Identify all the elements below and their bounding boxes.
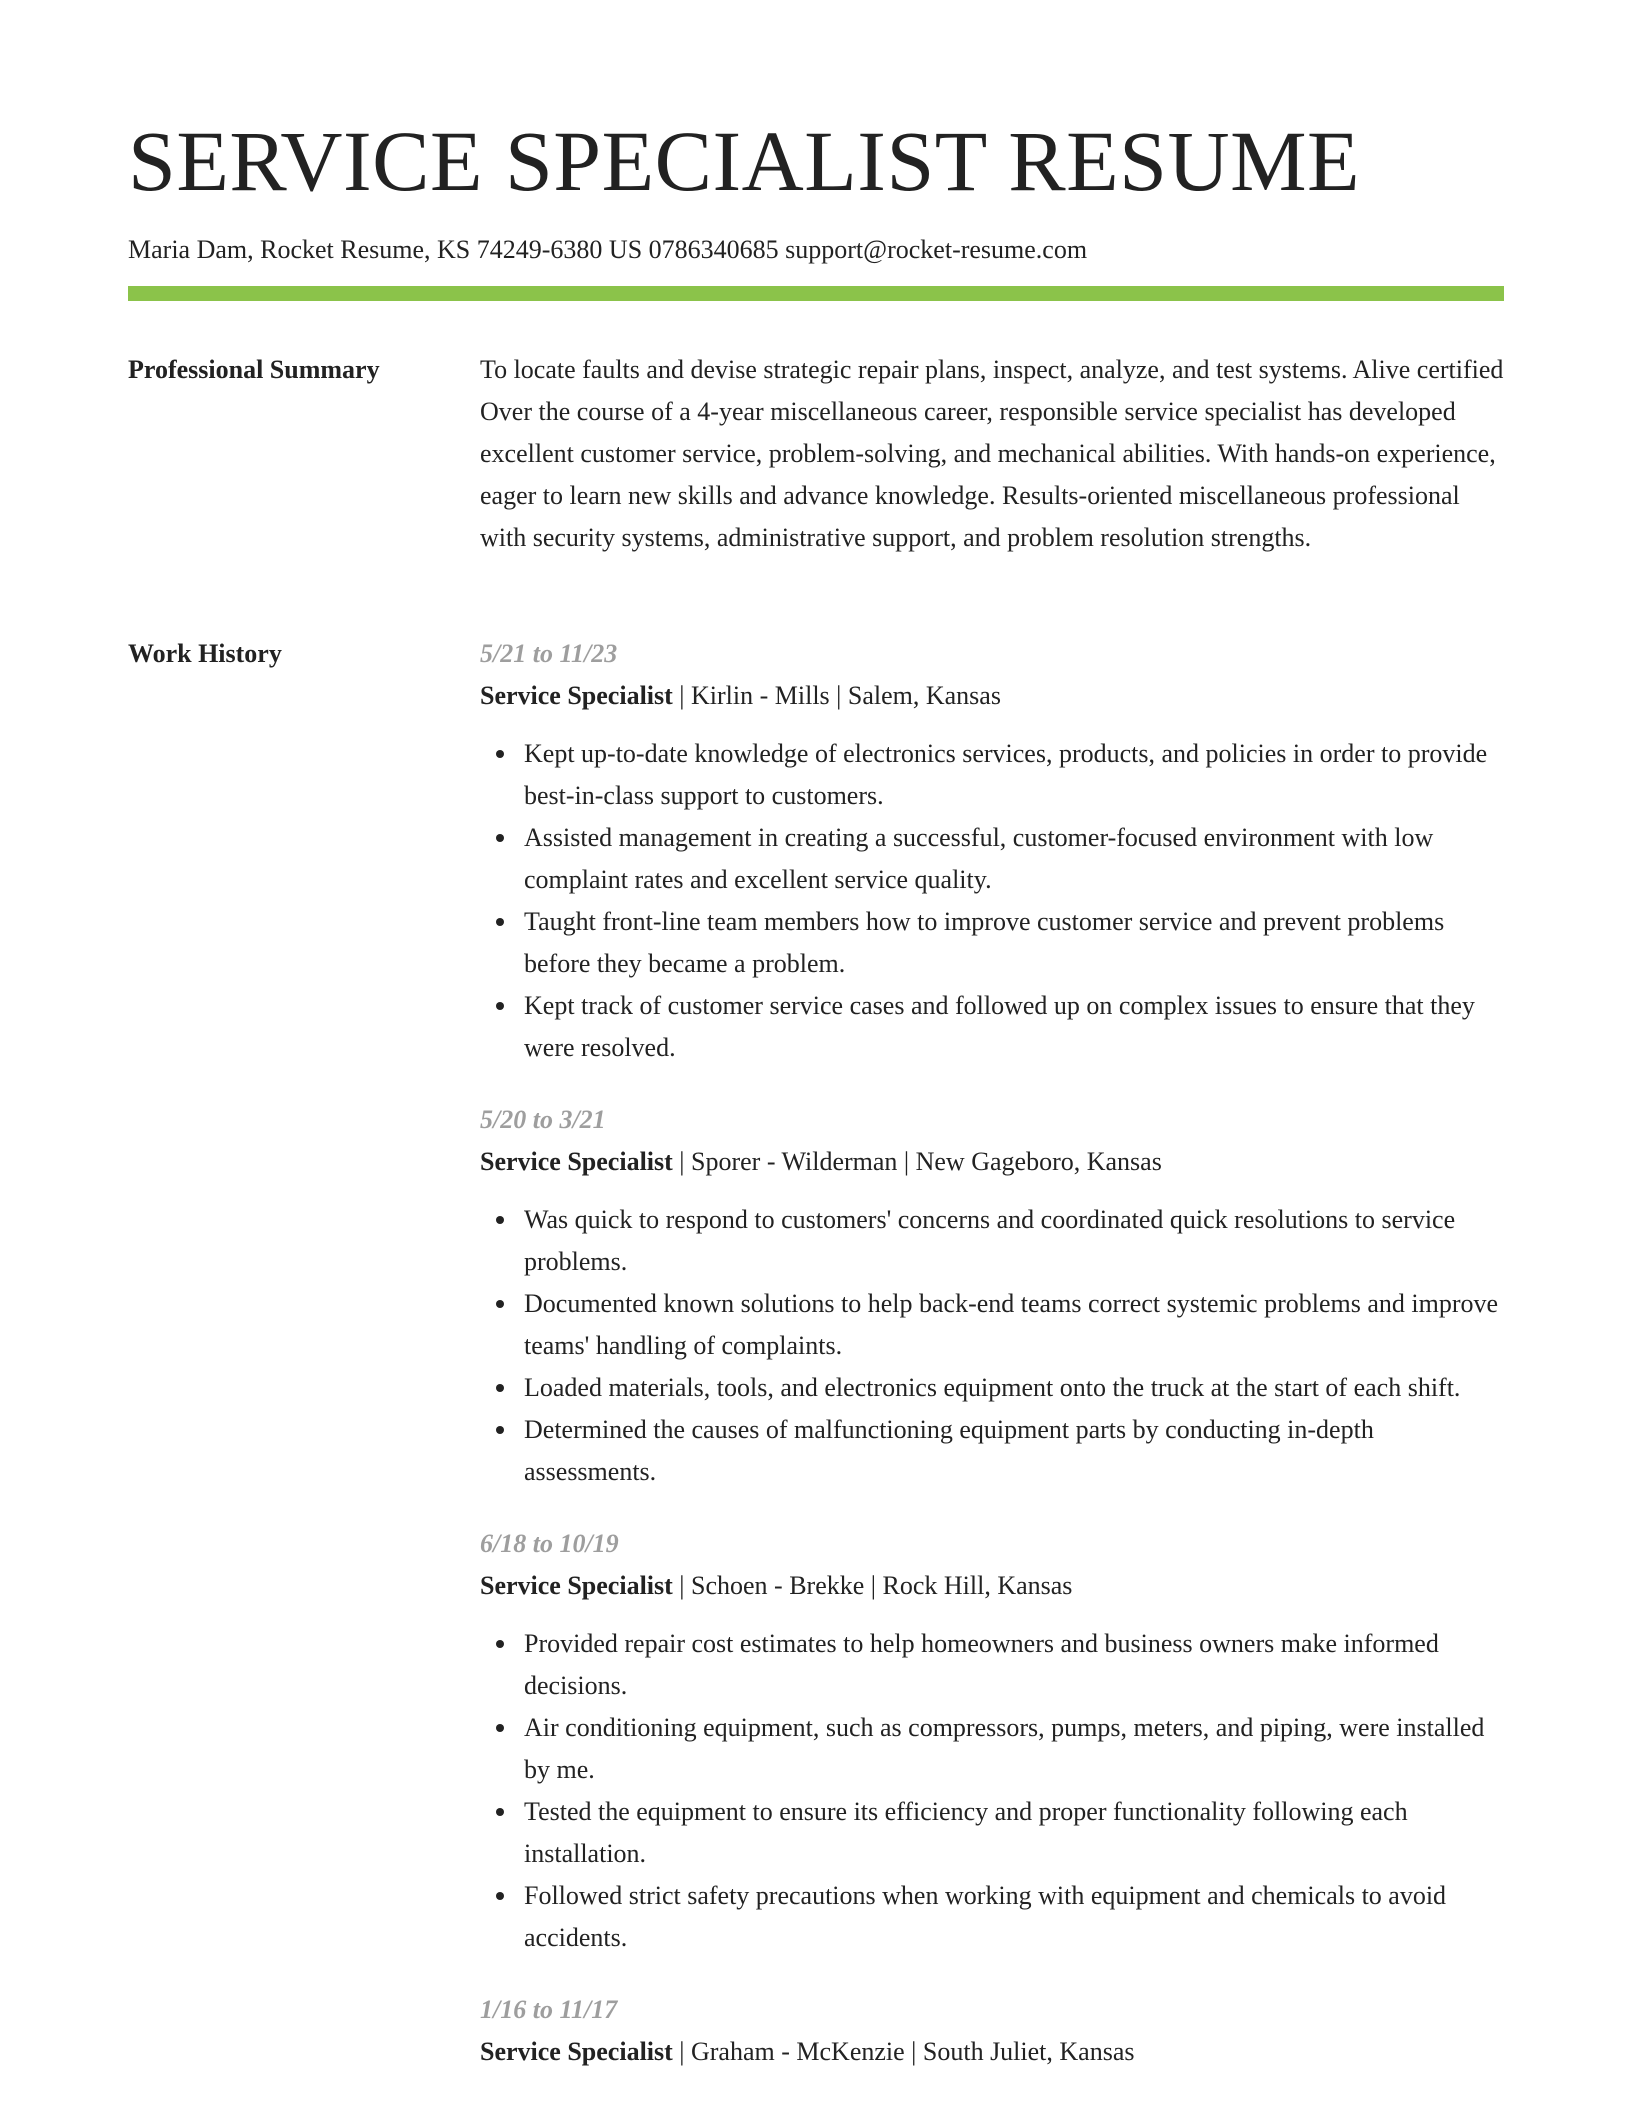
job-role: Service Specialist	[480, 2037, 673, 2066]
bullet-text: Loaded materials, tools, and electronics equipment onto the truck at the start of each shift.	[524, 1373, 1461, 1402]
bullet-dot-icon	[496, 1216, 504, 1224]
bullet-text: Was quick to respond to customers' concerns and coordinated quick resolutions to service problems.	[524, 1205, 1456, 1276]
bullet-text: Documented known solutions to help back-end teams correct systemic problems and improve teams' handling of complaints.	[524, 1289, 1499, 1360]
bullet-dot-icon	[496, 1384, 504, 1392]
header-divider	[128, 286, 1504, 301]
job-dates: 5/21 to 11/23	[480, 639, 618, 668]
bullet-text: Taught front-line team members how to improve customer service and prevent problems before they became a problem.	[524, 907, 1445, 978]
job-bullet	[524, 817, 1504, 901]
job-details: | Sporer - Wilderman | New Gageboro, Kansas	[672, 1147, 1162, 1176]
job-dates: 1/16 to 11/17	[480, 1995, 618, 2024]
bullet-dot-icon	[496, 1426, 504, 1434]
bullet-text: Air conditioning equipment, such as compressors, pumps, meters, and piping, were installed by me.	[524, 1713, 1485, 1784]
summary-body	[480, 349, 1504, 559]
work-history-body	[480, 633, 1504, 2103]
bullet-dot-icon	[496, 834, 504, 842]
bullet-text: Kept track of customer service cases and followed up on complex issues to ensure that they were resolved.	[524, 991, 1475, 1062]
job-role: Service Specialist	[480, 681, 673, 710]
job-role: Service Specialist	[480, 1147, 673, 1176]
job-dates: 5/20 to 3/21	[480, 1105, 606, 1134]
resume-title: SERVICE SPECIALIST RESUME	[128, 113, 1361, 209]
bullet-text: Tested the equipment to ensure its efficiency and proper functionality following each installation.	[524, 1797, 1408, 1868]
job-bullet	[524, 1791, 1504, 1875]
job-dates: 6/18 to 10/19	[480, 1529, 619, 1558]
job-bullet	[524, 1199, 1504, 1283]
job-entry	[480, 633, 1504, 1069]
job-entry	[480, 1989, 1504, 2073]
job-bullet	[524, 1409, 1504, 1493]
bullet-text: Assisted management in creating a successful, customer-focused environment with low complaint rates and excellent service quality.	[524, 823, 1434, 894]
bullet-dot-icon	[496, 1724, 504, 1732]
bullet-dot-icon	[496, 750, 504, 758]
bullet-dot-icon	[496, 1892, 504, 1900]
bullet-dot-icon	[496, 1808, 504, 1816]
job-details: | Schoen - Brekke | Rock Hill, Kansas	[672, 1571, 1073, 1600]
job-title-line	[480, 1141, 1504, 1183]
bullet-dot-icon	[496, 1640, 504, 1648]
job-bullets	[480, 1199, 1504, 1493]
contact-info: Maria Dam, Rocket Resume, KS 74249-6380 US 0786340685 support@rocket-resume.com	[128, 235, 1088, 264]
job-bullet	[524, 1875, 1504, 1959]
section-label-professional-summary: Professional Summary	[128, 355, 380, 384]
job-bullet	[524, 901, 1504, 985]
bullet-text: Determined the causes of malfunctioning equipment parts by conducting in-depth assessments.	[524, 1415, 1374, 1486]
job-title-line	[480, 1565, 1504, 1607]
job-bullet	[524, 733, 1504, 817]
bullet-text: Followed strict safety precautions when working with equipment and chemicals to avoid accidents.	[524, 1881, 1447, 1952]
bullet-text: Provided repair cost estimates to help homeowners and business owners make informed decisions.	[524, 1629, 1439, 1700]
job-details: | Kirlin - Mills | Salem, Kansas	[672, 681, 1001, 710]
bullet-dot-icon	[496, 918, 504, 926]
bullet-dot-icon	[496, 1002, 504, 1010]
section-label-work-history: Work History	[128, 639, 282, 668]
job-bullet	[524, 1283, 1504, 1367]
bullet-dot-icon	[496, 1300, 504, 1308]
bullet-text: Kept up-to-date knowledge of electronics services, products, and policies in order to provide best-in-class support to customers.	[524, 739, 1488, 810]
job-entry	[480, 1099, 1504, 1493]
job-role: Service Specialist	[480, 1571, 673, 1600]
job-bullets	[480, 733, 1504, 1069]
job-bullet	[524, 1707, 1504, 1791]
summary-text: To locate faults and devise strategic repair plans, inspect, analyze, and test systems. Alive certified Over the course of a 4-year miscellaneous career, responsible service specialist has developed excellent customer service, problem-solving, and mechanical abilities. With hands-on experience, eager to learn new skills and advance knowledge. Results-oriented miscellaneous professional with security systems, administrative support, and problem resolution strengths.	[480, 355, 1504, 552]
job-bullet	[524, 985, 1504, 1069]
job-entry	[480, 1523, 1504, 1959]
job-bullet	[524, 1367, 1504, 1409]
job-title-line	[480, 2031, 1504, 2073]
job-title-line	[480, 675, 1504, 717]
job-bullet	[524, 1623, 1504, 1707]
job-bullets	[480, 1623, 1504, 1959]
job-details: | Graham - McKenzie | South Juliet, Kansas	[672, 2037, 1135, 2066]
